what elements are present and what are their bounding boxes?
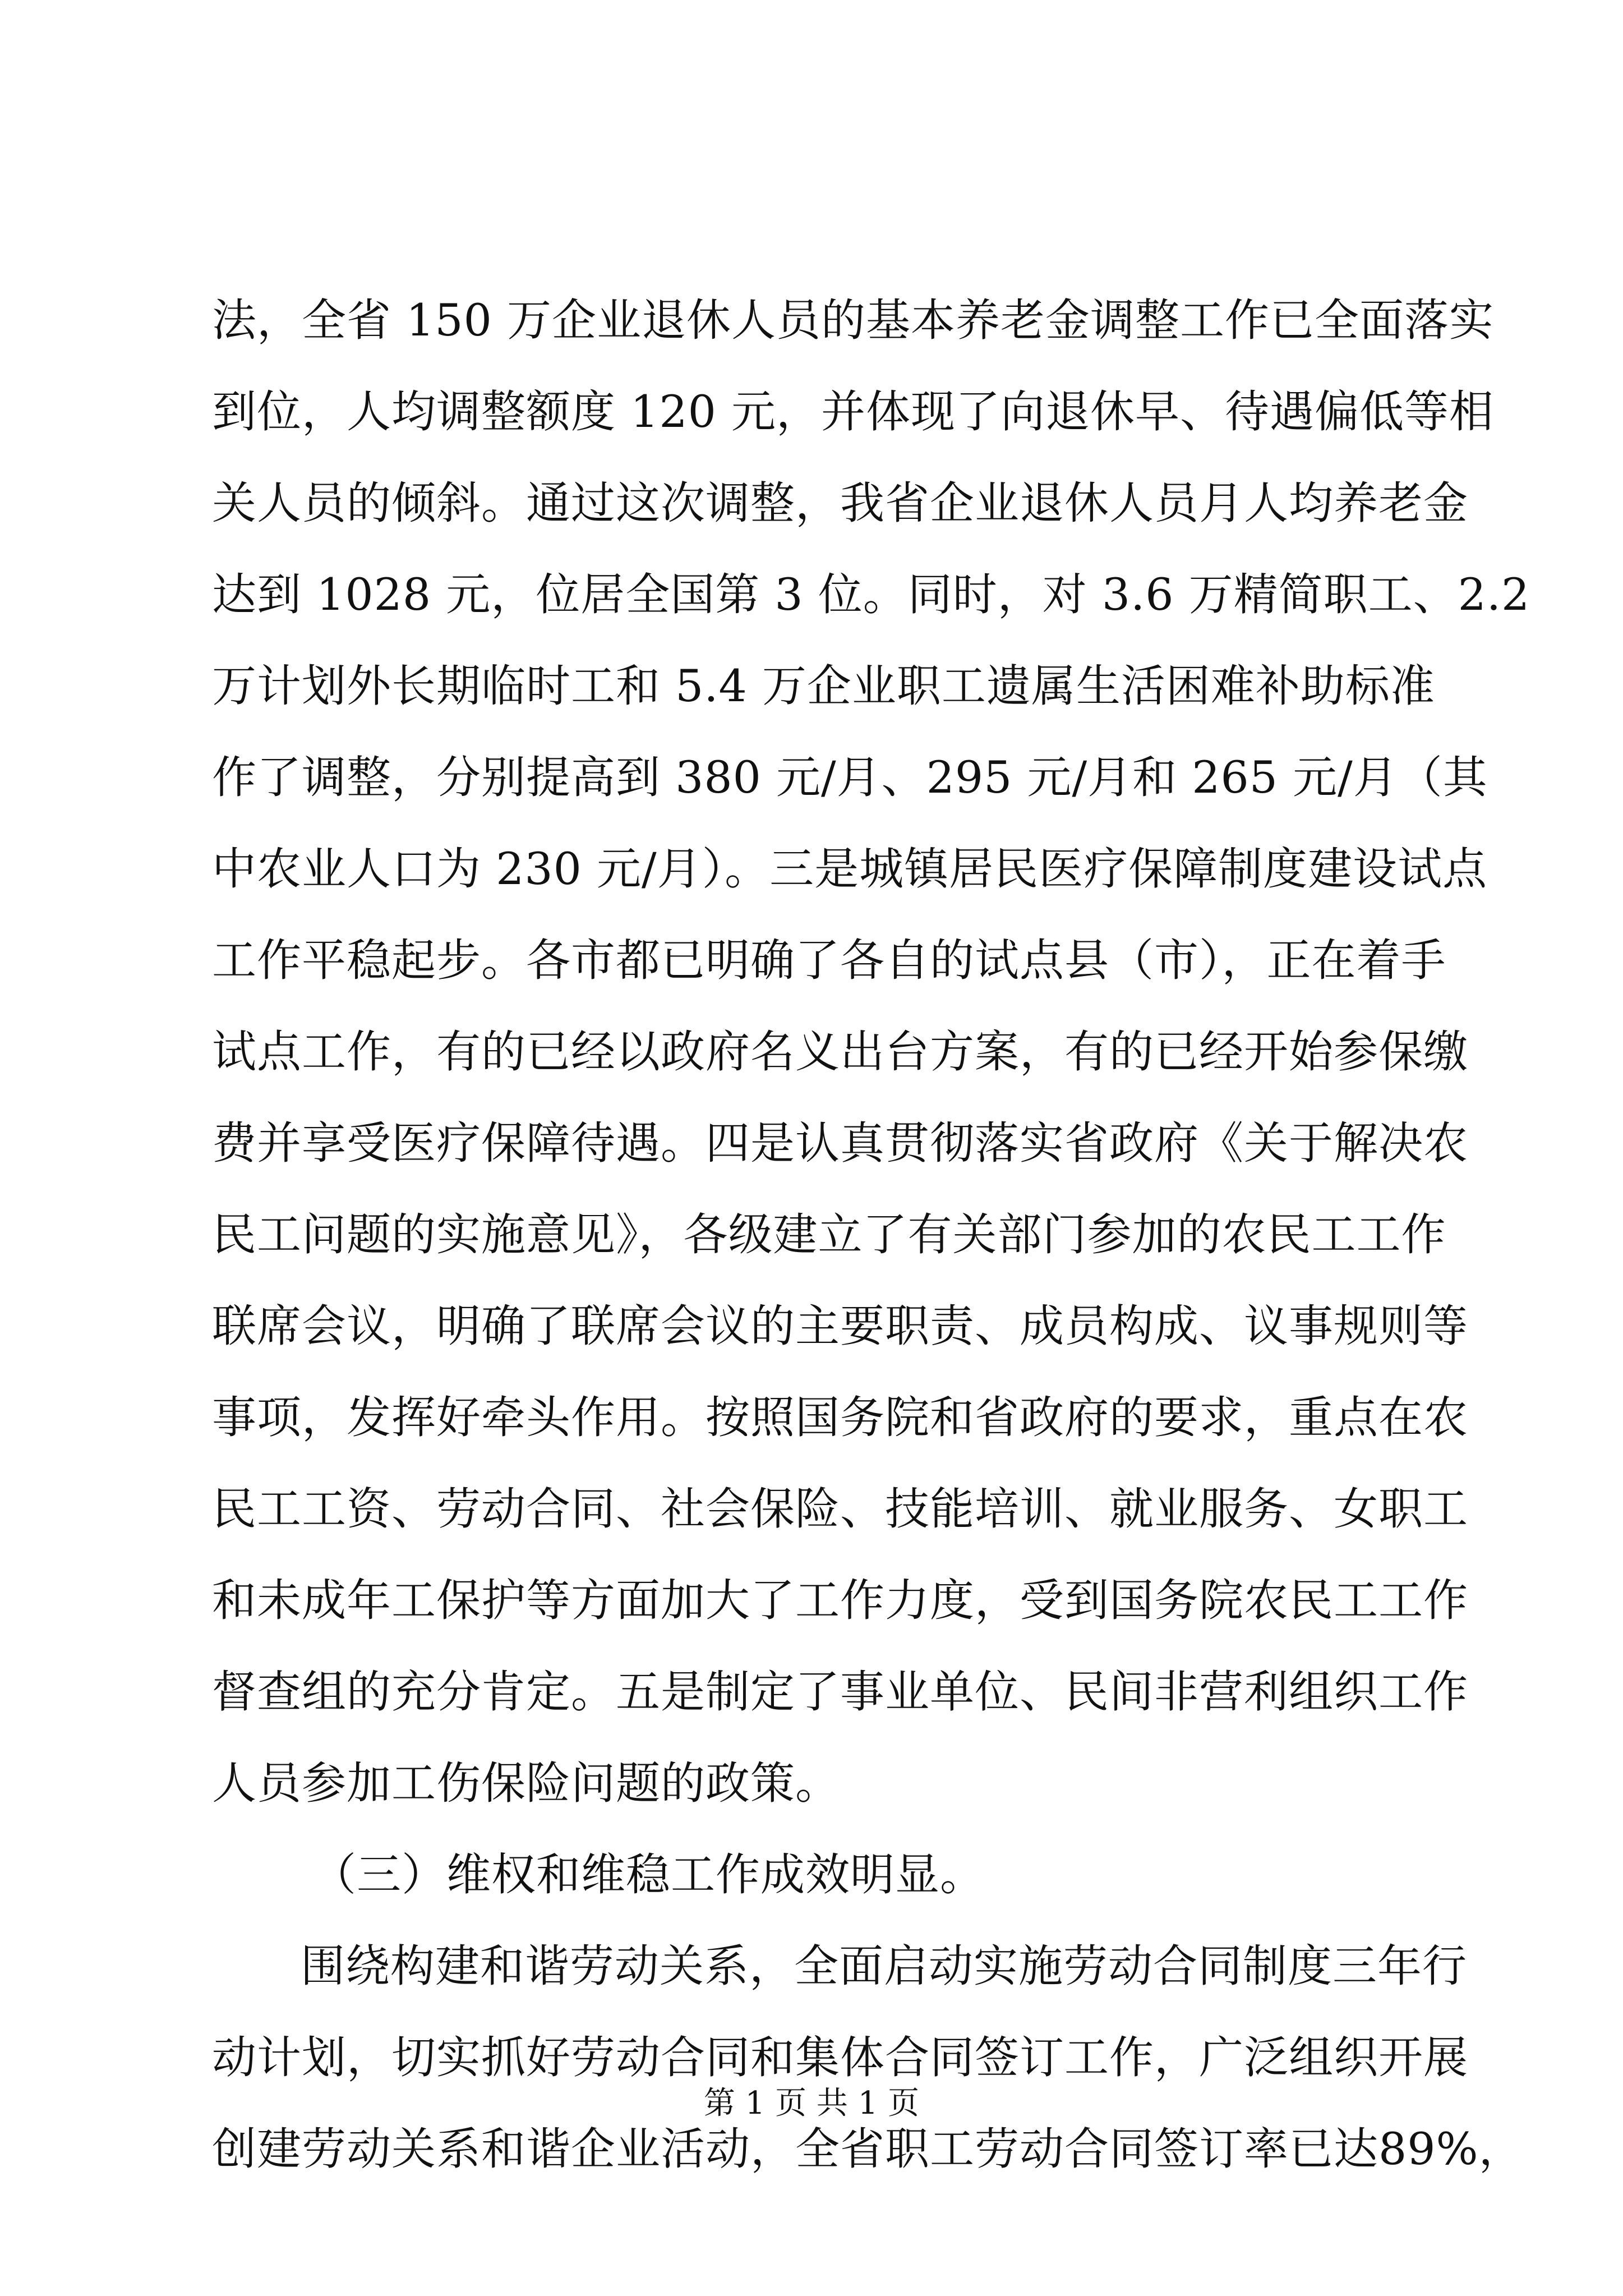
document-body bbox=[212, 275, 1530, 2195]
paragraph-first-line: 围绕构建和谐劳动关系，全面启动实施劳动合同制度三年行 bbox=[301, 1940, 1467, 1992]
text-line: 创建劳动关系和谐企业活动，全省职工劳动合同签订率已达89%， bbox=[212, 2123, 1524, 2175]
text-line: 和未成年工保护等方面加大了工作力度，受到国务院农民工工作 bbox=[212, 1575, 1468, 1626]
text-line: 法，全省 150 万企业退休人员的基本养老金调整工作已全面落实 bbox=[212, 295, 1495, 346]
text-line: 中农业人口为 230 元/月）。三是城镇居民医疗保障制度建设试点 bbox=[212, 843, 1488, 895]
section-heading: （三）维权和维稳工作成效明显。 bbox=[312, 1849, 985, 1901]
text-line: 到位，人均调整额度 120 元，并体现了向退休早、待遇偏低等相 bbox=[212, 386, 1495, 438]
page-footer: 第 1 页 共 1 页 bbox=[703, 2085, 920, 2122]
text-line: 万计划外长期临时工和 5.4 万企业职工遗属生活困难补助标准 bbox=[212, 660, 1435, 712]
text-line: 达到 1028 元，位居全国第 3 位。同时，对 3.6 万精简职工、2.2 bbox=[212, 569, 1530, 620]
text-line: 费并享受医疗保障待遇。四是认真贯彻落实省政府《关于解决农 bbox=[212, 1117, 1468, 1169]
text-line: 试点工作，有的已经以政府名义出台方案，有的已经开始参保缴 bbox=[212, 1026, 1468, 1078]
text-line: 人员参加工伤保险问题的政策。 bbox=[212, 1757, 840, 1809]
text-line: 动计划，切实抓好劳动合同和集体合同签订工作，广泛组织开展 bbox=[212, 2032, 1468, 2083]
text-line: 关人员的倾斜。通过这次调整，我省企业退休人员月人均养老金 bbox=[212, 477, 1468, 529]
text-line: 联席会议，明确了联席会议的主要职责、成员构成、议事规则等 bbox=[212, 1300, 1468, 1352]
text-line: 事项，发挥好牵头作用。按照国务院和省政府的要求，重点在农 bbox=[212, 1392, 1468, 1443]
text-line: 工作平稳起步。各市都已明确了各自的试点县（市），正在着手 bbox=[212, 935, 1446, 986]
text-line: 民工问题的实施意见》，各级建立了有关部门参加的农民工工作 bbox=[212, 1209, 1446, 1260]
text-line: 民工工资、劳动合同、社会保险、技能培训、就业服务、女职工 bbox=[212, 1483, 1468, 1535]
text-line: 作了调整，分别提高到 380 元/月、295 元/月和 265 元/月（其 bbox=[212, 752, 1488, 803]
text-line: 督查组的充分肯定。五是制定了事业单位、民间非营利组织工作 bbox=[212, 1666, 1468, 1718]
